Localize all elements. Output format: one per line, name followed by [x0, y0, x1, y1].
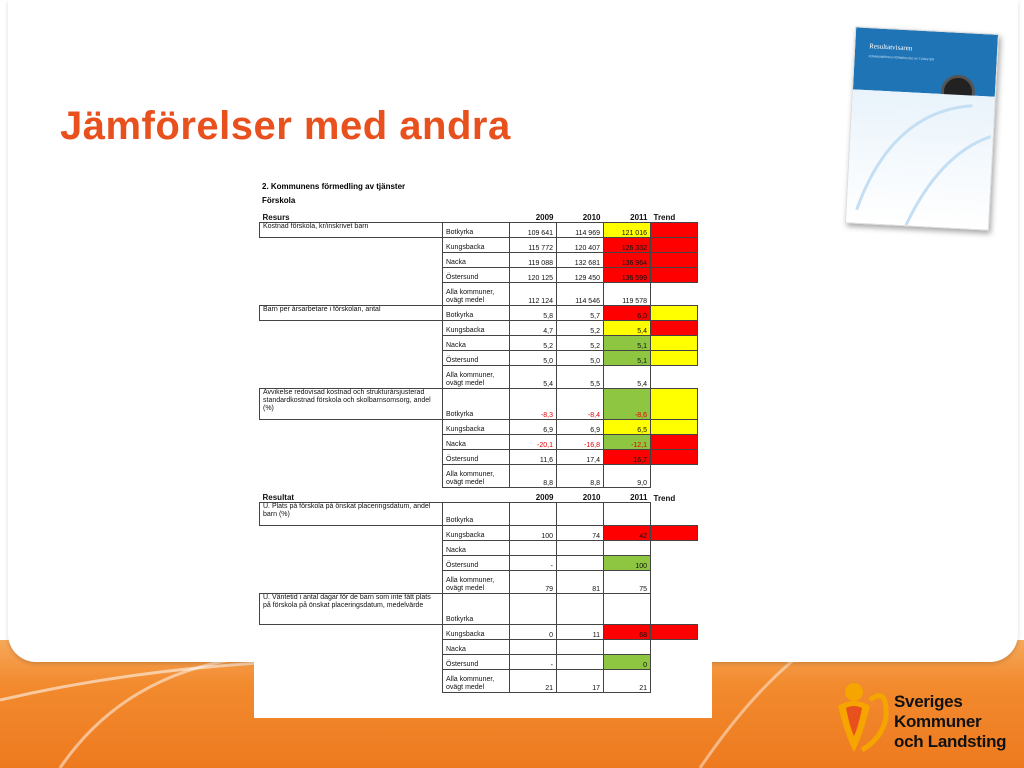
- trend-indicator: [651, 238, 698, 253]
- resultat-header-row: [260, 488, 698, 503]
- value-2010: [557, 556, 604, 571]
- municipality-cell: Kungsbacka: [443, 321, 510, 336]
- municipality-cell: Kungsbacka: [443, 526, 510, 541]
- table-row: [260, 268, 698, 283]
- value-2011: 100: [604, 556, 651, 571]
- indicator-spacer: [260, 268, 443, 283]
- indicator-label: U. Väntetid i antal dagar för de barn som inte fått plats på förskola på önskat placeringsdatum, medelvärde: [260, 594, 443, 625]
- logo-line-3: och Landsting: [894, 732, 1007, 751]
- table-row: [260, 351, 698, 366]
- value-2009: 21: [510, 670, 557, 693]
- value-2011: -12,1: [604, 435, 651, 450]
- blank-cell: [443, 208, 510, 223]
- indicator-spacer: [260, 253, 443, 268]
- table-row: [260, 306, 698, 321]
- table-row: [260, 594, 698, 625]
- table-row: [260, 223, 698, 238]
- table-row: [260, 238, 698, 253]
- indicator-label: Kostnad förskola, kr/inskrivet barn: [260, 223, 443, 238]
- section-label: Resurs: [262, 213, 290, 222]
- value-2010: 5,5: [557, 366, 604, 389]
- value-2011: 5,4: [604, 366, 651, 389]
- table-row: [260, 450, 698, 465]
- value-2011: 126 332: [604, 238, 651, 253]
- municipality-cell: Nacka: [443, 253, 510, 268]
- municipality-cell: Botkyrka: [443, 223, 510, 238]
- indicator-spacer: [260, 238, 443, 253]
- value-2010: 5,7: [557, 306, 604, 321]
- municipality-cell: Nacka: [443, 640, 510, 655]
- value-2011: 68: [604, 625, 651, 640]
- value-2009: [510, 503, 557, 526]
- indicator-spacer: [260, 541, 443, 556]
- skl-logo-icon: [832, 678, 892, 754]
- indicator-label: U. Plats på förskola på önskat placeringsdatum, andel barn (%): [260, 503, 443, 526]
- table-row: [260, 420, 698, 435]
- value-2009: -: [510, 556, 557, 571]
- indicator-spacer: [260, 420, 443, 435]
- trend-indicator: [651, 503, 698, 526]
- value-2011: [604, 594, 651, 625]
- value-2011: 75: [604, 571, 651, 594]
- indicator-spacer: [260, 465, 443, 488]
- value-2011: 5,1: [604, 336, 651, 351]
- value-2009: 5,8: [510, 306, 557, 321]
- value-2010: 81: [557, 571, 604, 594]
- value-2009: [510, 541, 557, 556]
- value-2011: 9,0: [604, 465, 651, 488]
- municipality-cell: Östersund: [443, 268, 510, 283]
- municipality-cell: Alla kommuner, ovägt medel: [443, 283, 510, 306]
- value-2010: [557, 503, 604, 526]
- trend-indicator: [651, 366, 698, 389]
- trend-indicator: [651, 640, 698, 655]
- value-2010: 132 681: [557, 253, 604, 268]
- trend-indicator: [651, 253, 698, 268]
- value-2009: [510, 640, 557, 655]
- year-header: 2010: [582, 213, 601, 222]
- value-2010: 5,2: [557, 336, 604, 351]
- value-2010: 6,9: [557, 420, 604, 435]
- municipality-cell: Kungsbacka: [443, 238, 510, 253]
- trend-indicator: [651, 541, 698, 556]
- indicator-spacer: [260, 625, 443, 640]
- indicator-spacer: [260, 640, 443, 655]
- municipality-cell: Alla kommuner, ovägt medel: [443, 366, 510, 389]
- year-header: 2011: [630, 213, 648, 222]
- value-2009: 0: [510, 625, 557, 640]
- value-2009: 109 641: [510, 223, 557, 238]
- comparison-table-image: [254, 178, 712, 718]
- value-2010: -16,8: [557, 435, 604, 450]
- skl-logo: [832, 678, 1012, 758]
- municipality-cell: Botkyrka: [443, 389, 510, 420]
- resurs-header-row: [260, 208, 698, 223]
- trend-indicator: [651, 389, 698, 420]
- value-2009: 5,2: [510, 336, 557, 351]
- value-2009: 79: [510, 571, 557, 594]
- table-row: [260, 389, 698, 420]
- value-2011: 6,0: [604, 306, 651, 321]
- value-2010: 114 969: [557, 223, 604, 238]
- value-2009: 5,0: [510, 351, 557, 366]
- indicator-spacer: [260, 366, 443, 389]
- indicator-spacer: [260, 450, 443, 465]
- year-header: 2011: [630, 493, 648, 502]
- municipality-cell: Östersund: [443, 450, 510, 465]
- value-2011: [604, 640, 651, 655]
- value-2009: [510, 594, 557, 625]
- blank-cell: [443, 488, 510, 503]
- trend-indicator: [651, 223, 698, 238]
- table-row: [260, 321, 698, 336]
- indicator-label: Barn per årsarbetare i förskolan, antal: [260, 306, 443, 321]
- municipality-cell: Alla kommuner, ovägt medel: [443, 571, 510, 594]
- value-2009: -: [510, 655, 557, 670]
- value-2009: 11,6: [510, 450, 557, 465]
- value-2010: 17: [557, 670, 604, 693]
- value-2009: 115 772: [510, 238, 557, 253]
- value-2009: -20,1: [510, 435, 557, 450]
- trend-indicator: [651, 625, 698, 640]
- value-2009: 8,8: [510, 465, 557, 488]
- municipality-cell: Alla kommuner, ovägt medel: [443, 670, 510, 693]
- value-2010: [557, 594, 604, 625]
- table-row: [260, 670, 698, 693]
- table-subheading: Förskola: [262, 196, 296, 205]
- value-2009: 5,4: [510, 366, 557, 389]
- indicator-spacer: [260, 526, 443, 541]
- trend-indicator: [651, 306, 698, 321]
- municipality-cell: Östersund: [443, 655, 510, 670]
- trend-indicator: [651, 556, 698, 571]
- indicator-spacer: [260, 571, 443, 594]
- table-row: [260, 503, 698, 526]
- value-2009: 119 088: [510, 253, 557, 268]
- trend-indicator: [651, 526, 698, 541]
- trend-indicator: [651, 321, 698, 336]
- table-row: [260, 541, 698, 556]
- indicator-spacer: [260, 283, 443, 306]
- value-2010: -8,4: [557, 389, 604, 420]
- indicator-spacer: [260, 321, 443, 336]
- trend-indicator: [651, 435, 698, 450]
- value-2011: 5,1: [604, 351, 651, 366]
- trend-indicator: [651, 594, 698, 625]
- municipality-cell: Botkyrka: [443, 594, 510, 625]
- year-header: 2009: [535, 213, 554, 222]
- trend-indicator: [651, 571, 698, 594]
- value-2010: 129 450: [557, 268, 604, 283]
- value-2011: 16,7: [604, 450, 651, 465]
- municipality-cell: Nacka: [443, 336, 510, 351]
- indicator-spacer: [260, 351, 443, 366]
- table-row: [260, 655, 698, 670]
- table-heading: 2. Kommunens förmedling av tjänster: [262, 182, 406, 191]
- value-2010: [557, 541, 604, 556]
- table-row: [260, 640, 698, 655]
- indicator-spacer: [260, 655, 443, 670]
- value-2011: 121 016: [604, 223, 651, 238]
- table-row: [260, 465, 698, 488]
- trend-indicator: [651, 268, 698, 283]
- report-title: Resultatvisaren: [869, 42, 913, 53]
- trend-indicator: [651, 283, 698, 306]
- municipality-cell: Kungsbacka: [443, 625, 510, 640]
- table-row: [260, 556, 698, 571]
- value-2009: 100: [510, 526, 557, 541]
- indicator-spacer: [260, 556, 443, 571]
- municipality-cell: Alla kommuner, ovägt medel: [443, 465, 510, 488]
- value-2010: [557, 640, 604, 655]
- table-row: [260, 625, 698, 640]
- table-row: [260, 366, 698, 389]
- section-label: Resultat: [262, 493, 295, 502]
- value-2010: [557, 655, 604, 670]
- report-cover-thumbnail: [845, 26, 999, 230]
- value-2009: -8,3: [510, 389, 557, 420]
- municipality-cell: Östersund: [443, 556, 510, 571]
- trend-header: Trend: [653, 213, 676, 222]
- trend-indicator: [651, 655, 698, 670]
- trend-indicator: [651, 336, 698, 351]
- skl-logo-text: [894, 692, 1006, 752]
- value-2011: 119 578: [604, 283, 651, 306]
- trend-indicator: [651, 420, 698, 435]
- trend-indicator: [651, 670, 698, 693]
- indicator-spacer: [260, 336, 443, 351]
- value-2009: 112 124: [510, 283, 557, 306]
- value-2011: [604, 503, 651, 526]
- municipality-cell: Nacka: [443, 541, 510, 556]
- value-2010: 11: [557, 625, 604, 640]
- logo-line-1: Sveriges: [894, 692, 963, 711]
- value-2009: 6,9: [510, 420, 557, 435]
- table-row: [260, 526, 698, 541]
- table-row: [260, 336, 698, 351]
- value-2011: 42: [604, 526, 651, 541]
- indicator-spacer: [260, 435, 443, 450]
- year-header: 2010: [582, 493, 601, 502]
- value-2010: 114 546: [557, 283, 604, 306]
- value-2010: 5,0: [557, 351, 604, 366]
- indicator-label: Avvikelse redovisad kostnad och strukturårsjusterad standardkostnad förskola och skolbarnsomsorg, andel (%): [260, 389, 443, 420]
- municipality-cell: Botkyrka: [443, 306, 510, 321]
- value-2011: 6,5: [604, 420, 651, 435]
- report-swirl-icon: [846, 89, 995, 229]
- value-2011: 21: [604, 670, 651, 693]
- report-subtitle: KOMMUNERNAS FÖRMEDLING AV TJÄNSTER: [868, 54, 935, 62]
- indicator-spacer: [260, 670, 443, 693]
- value-2009: 4,7: [510, 321, 557, 336]
- value-2010: 17,4: [557, 450, 604, 465]
- logo-line-2: Kommuner: [894, 712, 982, 731]
- municipality-cell: Kungsbacka: [443, 420, 510, 435]
- trend-header: Trend: [653, 493, 676, 503]
- municipality-cell: Botkyrka: [443, 503, 510, 526]
- year-header: 2009: [535, 493, 554, 502]
- trend-indicator: [651, 465, 698, 488]
- slide-title: Jämförelser med andra: [60, 104, 511, 148]
- table-row: [260, 283, 698, 306]
- value-2011: 136 599: [604, 268, 651, 283]
- value-2011: 136 964: [604, 253, 651, 268]
- trend-indicator: [651, 351, 698, 366]
- value-2011: -8,6: [604, 389, 651, 420]
- municipality-cell: Östersund: [443, 351, 510, 366]
- table-row: [260, 571, 698, 594]
- value-2010: 5,2: [557, 321, 604, 336]
- municipality-cell: Nacka: [443, 435, 510, 450]
- table-row: [260, 253, 698, 268]
- value-2011: 5,4: [604, 321, 651, 336]
- value-2011: [604, 541, 651, 556]
- comparison-table: [259, 208, 698, 693]
- value-2009: 120 125: [510, 268, 557, 283]
- value-2010: 120 407: [557, 238, 604, 253]
- table-row: [260, 435, 698, 450]
- value-2011: 0: [604, 655, 651, 670]
- value-2010: 8,8: [557, 465, 604, 488]
- value-2010: 74: [557, 526, 604, 541]
- trend-indicator: [651, 450, 698, 465]
